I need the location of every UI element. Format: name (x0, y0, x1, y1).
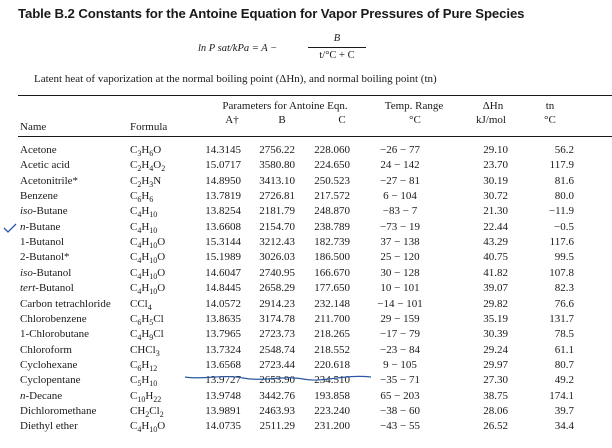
row-a: 13.9891 (205, 404, 241, 417)
antoine-equation (198, 32, 398, 66)
row-temp-range: −73 − 19 (380, 220, 420, 233)
row-temp-range: −23 − 84 (380, 343, 420, 356)
row-name: Acetonitrile* (20, 174, 79, 187)
row-a: 13.9748 (205, 389, 241, 402)
row-name: Chlorobenzene (20, 312, 87, 325)
row-b: 2548.74 (259, 343, 295, 356)
header-delta-h: ΔHn (482, 100, 504, 112)
row-tn: 56.2 (554, 144, 574, 156)
row-c: 250.523 (314, 174, 350, 187)
row-temp-range: −26 − 77 (380, 144, 420, 156)
row-tn: 80.0 (554, 190, 574, 203)
row-formula: $C_4H_{10}O$ (130, 266, 166, 281)
row-delta-h: 27.30 (483, 374, 508, 387)
header-temp-unit: °C (409, 114, 421, 126)
row-b: 2181.79 (259, 205, 295, 218)
row-a: 13.7965 (205, 328, 241, 341)
row-b: 2658.29 (259, 282, 295, 295)
row-a: 14.0735 (205, 420, 241, 433)
row-temp-range: 9 − 105 (383, 358, 417, 371)
row-c: 248.870 (314, 205, 350, 218)
row-tn: 61.1 (554, 343, 574, 356)
row-c: 217.572 (314, 190, 350, 203)
row-b: 2723.73 (259, 328, 295, 341)
row-formula: $C_6H_5Cl$ (130, 312, 164, 328)
row-name: Acetone (20, 144, 57, 156)
row-formula: $C_4H_{10}O$ (130, 236, 166, 251)
handwritten-underline (183, 372, 373, 382)
row-formula: $C_5H_{10}$ (130, 374, 158, 389)
row-temp-range: 6 − 104 (383, 190, 417, 203)
row-c: 232.148 (314, 297, 350, 310)
row-name: Diethyl ether (20, 420, 78, 433)
row-temp-range: −27 − 81 (380, 174, 420, 187)
row-tn: 81.6 (554, 174, 574, 187)
header-c: C (338, 114, 346, 126)
table-row (0, 342, 612, 358)
row-c: 186.500 (314, 251, 350, 264)
header-name: Name (20, 121, 47, 133)
row-c: 231.200 (314, 420, 350, 433)
row-name: Benzene (20, 190, 58, 203)
row-temp-range: 37 − 138 (380, 236, 420, 249)
row-name: Cyclohexane (20, 358, 78, 371)
row-tn: 131.7 (549, 312, 574, 325)
fraction-bar (308, 47, 366, 48)
row-delta-h: 23.70 (483, 159, 508, 172)
row-formula: $C_4H_{10}O$ (130, 251, 166, 266)
header-tn-unit: °C (544, 114, 556, 126)
row-temp-range: −83 − 7 (382, 205, 418, 218)
row-formula: $C_4H_{10}$ (130, 205, 158, 220)
row-a: 14.8950 (205, 174, 241, 187)
row-tn: 76.6 (554, 297, 574, 310)
row-c: 218.265 (314, 328, 350, 341)
row-c: 177.650 (314, 282, 350, 295)
table-row (0, 296, 612, 312)
row-a: 13.8254 (205, 205, 241, 218)
header-params-group: Parameters for Antoine Eqn. (222, 100, 348, 112)
row-temp-range: 65 − 203 (380, 389, 420, 402)
row-temp-range: 24 − 142 (380, 159, 420, 172)
row-b: 2723.44 (259, 358, 295, 371)
row-delta-h: 22.44 (483, 220, 508, 233)
row-name: n-Butane (20, 220, 61, 233)
row-c: 211.700 (314, 312, 350, 325)
row-temp-range: 25 − 120 (380, 251, 420, 264)
row-c: 228.060 (314, 144, 350, 156)
header-tn: tn (545, 100, 555, 112)
row-c: 223.240 (314, 404, 350, 417)
row-delta-h: 26.52 (483, 420, 508, 433)
row-a: 15.0717 (205, 159, 241, 172)
row-name: Chloroform (20, 343, 72, 356)
row-tn: −11.9 (548, 205, 574, 218)
row-b: 3413.10 (259, 174, 295, 187)
row-tn: 39.7 (554, 404, 574, 417)
table-row (0, 142, 612, 158)
row-b: 2653.90 (259, 374, 295, 387)
row-tn: 34.4 (554, 420, 574, 433)
row-a: 15.1989 (205, 251, 241, 264)
row-delta-h: 40.75 (483, 251, 508, 264)
row-a: 14.0572 (205, 297, 241, 310)
row-b: 2463.93 (259, 404, 295, 417)
row-a: 14.3145 (205, 144, 241, 156)
table-row (0, 311, 612, 327)
row-a: 13.7819 (205, 190, 241, 203)
row-delta-h: 38.75 (483, 389, 508, 402)
table-row (0, 388, 612, 404)
row-b: 2756.22 (259, 144, 295, 156)
row-name: 2-Butanol* (20, 251, 70, 264)
handwritten-check-mark-icon (3, 222, 17, 234)
row-delta-h: 21.30 (483, 205, 508, 218)
row-tn: 78.5 (554, 328, 574, 341)
row-name: Acetic acid (20, 159, 70, 172)
row-tn: 49.2 (554, 374, 574, 387)
row-a: 13.9727 (205, 374, 241, 387)
row-formula: $C_4H_{10}$ (130, 220, 158, 235)
row-c: 238.789 (314, 220, 350, 233)
row-delta-h: 39.07 (483, 282, 508, 295)
table-row (0, 418, 612, 434)
table-row (0, 188, 612, 204)
row-formula: $C_6H_6$ (130, 190, 154, 205)
row-name: 1-Chlorobutane (20, 328, 90, 341)
row-formula: CCl$_4$ (130, 297, 152, 312)
row-temp-range: 29 − 159 (380, 312, 420, 325)
row-delta-h: 43.29 (483, 236, 508, 249)
row-delta-h: 29.97 (483, 358, 508, 371)
row-delta-h: 29.10 (483, 144, 508, 156)
row-a: 13.6608 (205, 220, 241, 233)
table-row (0, 280, 612, 296)
row-a: 14.6047 (205, 266, 241, 279)
row-formula: $C_4H_9Cl$ (130, 328, 164, 343)
row-formula: $C_{10}H_{22}$ (130, 389, 162, 404)
table-row (0, 173, 612, 189)
row-delta-h: 35.19 (483, 312, 508, 325)
row-temp-range: 10 − 101 (380, 282, 420, 295)
row-temp-range: −17 − 79 (380, 328, 420, 341)
row-name: tert-Butanol (20, 282, 74, 295)
row-b: 2154.70 (259, 220, 295, 233)
row-b: 3174.78 (259, 312, 295, 325)
equation-numerator: B (333, 33, 341, 44)
table-row (0, 326, 612, 342)
row-b: 3212.43 (259, 236, 295, 249)
row-delta-h: 29.24 (483, 343, 508, 356)
row-name: iso-Butane (20, 205, 68, 218)
row-name: Dichloromethane (20, 404, 97, 417)
row-tn: 82.3 (554, 282, 574, 295)
table-row (0, 403, 612, 419)
row-formula: $C_4H_{10}O$ (130, 420, 166, 435)
row-c: 220.618 (314, 358, 350, 371)
row-formula: $C_6H_{12}$ (130, 358, 158, 374)
row-temp-range: −14 − 101 (377, 297, 423, 310)
row-tn: 174.1 (549, 389, 574, 402)
row-temp-range: −38 − 60 (380, 404, 420, 417)
row-b: 2914.23 (259, 297, 295, 310)
row-c: 166.670 (314, 266, 350, 279)
row-a: 15.3144 (205, 236, 241, 249)
header-a: A† (225, 114, 239, 126)
table-row (0, 357, 612, 373)
row-formula: $CH_2Cl_2$ (130, 404, 164, 420)
row-tn: 107.8 (549, 266, 574, 279)
row-b: 3580.80 (259, 159, 295, 172)
row-b: 3442.76 (259, 389, 295, 402)
row-b: 2740.95 (259, 266, 295, 279)
row-delta-h: 28.06 (483, 404, 508, 417)
row-a: 13.8635 (205, 312, 241, 325)
row-delta-h: 30.39 (483, 328, 508, 341)
top-rule (18, 95, 612, 96)
row-tn: −0.5 (554, 220, 574, 233)
row-name: Cyclopentane (20, 374, 81, 387)
row-a: 14.8445 (205, 282, 241, 295)
row-name: iso-Butanol (20, 266, 72, 279)
row-b: 2511.29 (259, 420, 295, 433)
row-formula: $C_2H_4O_2$ (130, 159, 166, 174)
table-row (0, 234, 612, 250)
row-b: 2726.81 (259, 190, 295, 203)
row-name: 1-Butanol (20, 236, 64, 249)
row-c: 218.552 (314, 343, 350, 356)
equation-fraction (308, 32, 366, 63)
table-row (0, 219, 612, 235)
header-b: B (278, 114, 286, 126)
header-dh-unit: kJ/mol (476, 114, 506, 126)
table-row (0, 265, 612, 281)
row-tn: 99.5 (554, 251, 574, 264)
row-temp-range: 30 − 128 (380, 266, 420, 279)
latent-heat-note: Latent heat of vaporization at the normal boiling point (ΔHn), and normal boiling point (tn) (34, 73, 437, 85)
header-formula: Formula (130, 121, 168, 133)
row-a: 13.7324 (205, 343, 241, 356)
table-row (0, 249, 612, 265)
row-formula: CHCl$_3$ (130, 343, 160, 358)
header-temp-range: Temp. Range (384, 100, 444, 112)
row-delta-h: 41.82 (483, 266, 508, 279)
row-a: 13.6568 (205, 358, 241, 371)
row-name: n-Decane (20, 389, 63, 402)
row-c: 193.858 (314, 389, 350, 402)
row-c: 182.739 (314, 236, 350, 249)
row-c: 224.650 (314, 159, 350, 172)
table-row (0, 157, 612, 173)
equation-lhs: ln P sat/kPa = A − (198, 43, 278, 54)
row-delta-h: 29.82 (483, 297, 508, 310)
row-b: 3026.03 (259, 251, 295, 264)
row-formula: $C_4H_{10}O$ (130, 282, 166, 297)
row-temp-range: −43 − 55 (380, 420, 420, 433)
row-tn: 117.6 (549, 236, 574, 249)
row-name: Carbon tetrachloride (20, 297, 111, 310)
row-temp-range: −35 − 71 (380, 374, 420, 387)
row-tn: 117.9 (549, 159, 574, 172)
equation-denominator: t/°C + C (319, 50, 355, 61)
header-rule (18, 136, 612, 137)
row-c: 234.510 (314, 374, 350, 387)
row-delta-h: 30.72 (483, 190, 508, 203)
row-formula: $C_2H_3N$ (130, 174, 162, 189)
table-row (0, 203, 612, 219)
row-delta-h: 30.19 (483, 174, 508, 187)
row-formula: $C_3H_6O$ (130, 144, 162, 159)
table-title: Table B.2 Constants for the Antoine Equation for Vapor Pressures of Pure Species (18, 6, 525, 21)
row-tn: 80.7 (554, 358, 574, 371)
